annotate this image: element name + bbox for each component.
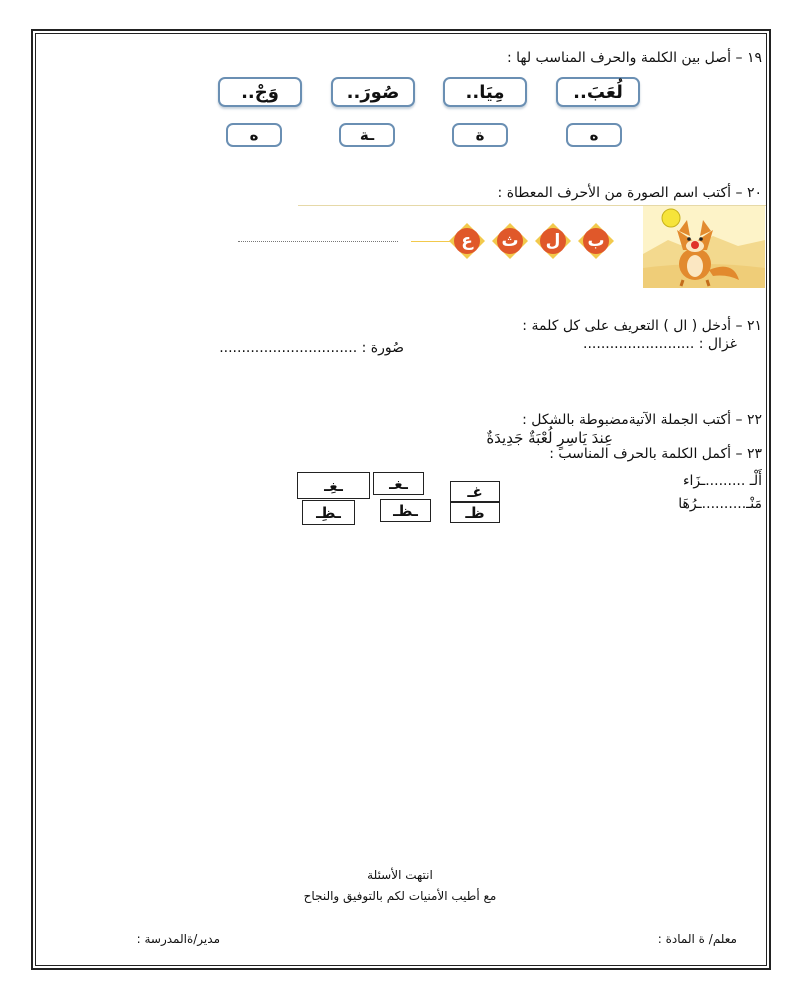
letter-tile-1[interactable]	[577, 222, 615, 260]
choice-box-3[interactable]: ـغِـ	[297, 472, 370, 499]
choice-box-6[interactable]: ـظِـ	[302, 500, 355, 525]
question-20: ٢٠ – أكتب اسم الصورة من الأحرف المعطاة :	[497, 185, 762, 201]
word-box-3[interactable]: صُورَ..	[331, 77, 415, 107]
letter-tile-2-text: ل	[545, 231, 561, 251]
question-22: ٢٢ – أكتب الجملة الآتيةمضبوطة بالشكل :	[522, 412, 762, 428]
word-box-4[interactable]: وَجْ..	[218, 77, 302, 107]
letter-tile-3[interactable]	[491, 222, 529, 260]
tile-connector	[411, 241, 453, 242]
q21-word-2[interactable]: صُورة : ...............................	[219, 340, 404, 356]
question-19: ١٩ – أصل بين الكلمة والحرف المناسب لها :	[506, 50, 762, 66]
principal-signature-label: مدير/ةالمدرسة :	[136, 932, 220, 946]
teacher-signature-label: معلم/ ة المادة :	[657, 932, 737, 946]
choice-box-2[interactable]: ـغـ	[373, 472, 424, 495]
choice-box-5[interactable]: ـظـ	[380, 499, 431, 522]
footer-wishes: مع أطيب الأمنيات لكم بالتوفيق والنجاح	[303, 889, 497, 903]
letter-box-3[interactable]: ـة	[339, 123, 395, 147]
q23-word-2[interactable]: مَنْـ..........ـرُهَا	[678, 496, 762, 512]
question-23: ٢٣ – أكمل الكلمة بالحرف المناسب :	[549, 446, 762, 462]
answer-line-q20[interactable]	[238, 241, 398, 242]
word-box-1[interactable]: لُعَبَ..	[556, 77, 640, 107]
q23-word-1[interactable]: أَلْـ .........ـزَاء	[682, 473, 762, 489]
letter-tile-2[interactable]	[534, 222, 572, 260]
letter-box-1[interactable]: ه	[566, 123, 622, 147]
letter-tile-4[interactable]	[448, 222, 486, 260]
question-21: ٢١ – أدخل ( ال ) التعريف على كل كلمة :	[522, 318, 762, 334]
q22-sentence: عِندَ يَاسِرٍ لُعْبَةٌ جَدِيدَةٌ	[486, 429, 613, 447]
footer-end-text: انتهت الأسئلة	[367, 868, 433, 882]
letter-tile-1-text: ب	[587, 231, 605, 251]
choice-box-1[interactable]: غـ	[450, 481, 500, 502]
letter-box-2[interactable]: ة	[452, 123, 508, 147]
letter-tile-4-text: ع	[461, 231, 473, 251]
fox-picture	[643, 206, 765, 288]
letter-tile-3-text: ث	[501, 231, 519, 251]
choice-box-4[interactable]: ظـ	[450, 502, 500, 523]
q21-word-1[interactable]: غزال : .........................	[583, 336, 737, 352]
letter-box-4[interactable]: ه	[226, 123, 282, 147]
word-box-2[interactable]: مِيَا..	[443, 77, 527, 107]
